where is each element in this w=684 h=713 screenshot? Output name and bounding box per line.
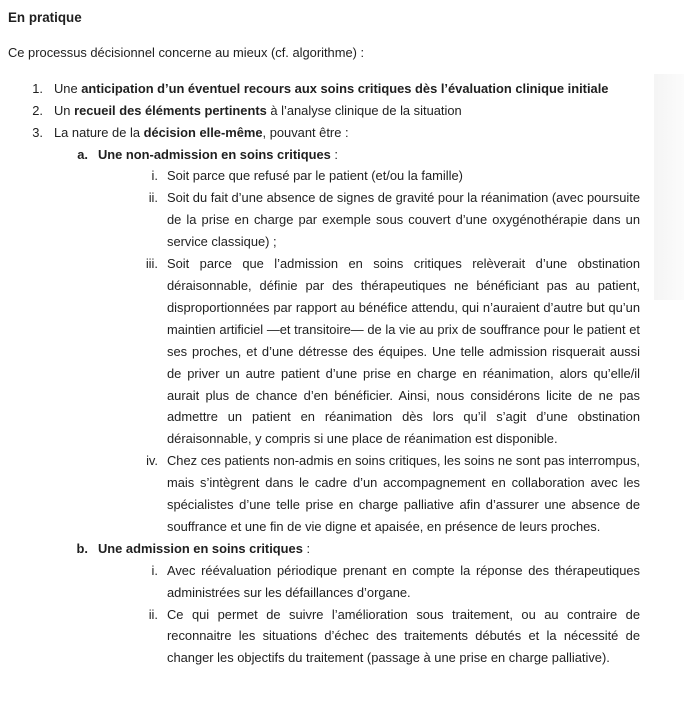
decision-list <box>0 78 684 669</box>
list-item-text <box>98 144 631 166</box>
list-marker: 2. <box>32 102 43 118</box>
list-marker: i. <box>151 562 158 578</box>
text-segment: Un <box>54 102 75 118</box>
list-item-1 <box>0 78 684 100</box>
list-marker: b. <box>76 540 88 556</box>
text-segment-bold: décision elle-même <box>143 124 263 140</box>
text-segment: La nature de la <box>54 124 144 140</box>
list-item-3a-iv <box>0 450 684 538</box>
list-item-text <box>167 187 640 253</box>
list-item-3b <box>0 538 684 560</box>
section-heading: En pratique <box>8 10 82 25</box>
text-segment: Soit parce que refusé par le patient (et/ou la famille) <box>167 168 463 184</box>
list-item-text <box>54 100 631 122</box>
list-marker: 3. <box>32 124 43 140</box>
text-segment-bold: Une admission en soins critiques <box>98 540 303 556</box>
text-segment: Chez ces patients non-admis en soins critiques, les soins ne sont pas interrompus, mais s’intègrent dans le cadre d’un accompagnement en collaboration avec les spécialistes d’une telle prise en charge palliative afin d’assurer une absence de souffrance et une fin de vie digne et apaisée, en présence de leurs proches. <box>167 453 640 534</box>
list-marker: i. <box>151 168 158 184</box>
list-item-3a <box>0 144 684 166</box>
text-segment: Ce qui permet de suivre l’amélioration sous traitement, ou au contraire de reconnaitre les situations d’échec des traitements débutés et la nécessité de changer les objectifs du traitement (passage à une prise en charge palliative). <box>167 606 640 666</box>
list-item-3a-i <box>0 165 684 187</box>
text-segment: à l’analyse clinique de la situation <box>266 102 462 118</box>
list-marker: ii. <box>148 190 158 206</box>
list-marker: ii. <box>148 606 158 622</box>
list-item-text <box>54 122 631 144</box>
list-item-3b-i <box>0 560 684 604</box>
text-segment: Avec réévaluation périodique prenant en compte la réponse des thérapeutiques administrées sur les défaillances d’organe. <box>167 562 640 600</box>
list-item-text <box>167 604 640 670</box>
text-segment-bold: anticipation d’un éventuel recours aux soins critiques dès l’évaluation clinique initiale <box>81 80 609 96</box>
list-item-text <box>167 560 640 604</box>
text-segment: : <box>330 146 338 162</box>
list-item-3b-ii <box>0 604 684 670</box>
list-marker: iii. <box>145 256 158 272</box>
text-segment: Soit du fait d’une absence de signes de gravité pour la réanimation (avec poursuite de la prise en charge par exemple sous couvert d’une oxygénothérapie dans un service classique) ; <box>167 190 640 250</box>
list-item-text <box>54 78 631 100</box>
text-segment: Une <box>54 80 82 96</box>
list-item-text <box>167 450 640 538</box>
list-item-text <box>167 253 640 450</box>
text-segment-bold: Une non-admission en soins critiques <box>98 146 331 162</box>
text-segment: , pouvant être : <box>262 124 349 140</box>
list-marker: iv. <box>146 453 158 469</box>
list-item-3a-iii <box>0 253 684 450</box>
text-segment: : <box>302 540 311 556</box>
text-segment: Soit parce que l’admission en soins critiques relèverait d’une obstination déraisonnable, définie par des thérapeutiques ne bénéficiant pas au patient, disproportionnées par rapport au bénéfice attendu, qui n’auraient d’autre but qu’un maintien artificiel —et transitoire— de la vie au prix de souffrance pour le patient et ses proches, et d’une détresse des équipes. Une telle admission risquerait aussi de priver un autre patient d’une prise en charge en réanimation, alors qu’elle/il aurait plus de chance d’en bénéficier. Ainsi, nous considérons licite de ne pas admettre un patient en réanimation dès lors qu’il s’agit d’une obstination déraisonnable, y compris si une place de réanimation est disponible. <box>167 256 640 447</box>
list-marker: a. <box>77 146 88 162</box>
list-item-3 <box>0 122 684 144</box>
list-item-3a-ii <box>0 187 684 253</box>
list-item-text <box>98 538 631 560</box>
list-item-text <box>167 165 640 187</box>
list-marker: 1. <box>32 80 43 96</box>
list-item-2 <box>0 100 684 122</box>
intro-paragraph: Ce processus décisionnel concerne au mieux (cf. algorithme) : <box>8 44 365 60</box>
text-segment-bold: recueil des éléments pertinents <box>74 102 267 118</box>
